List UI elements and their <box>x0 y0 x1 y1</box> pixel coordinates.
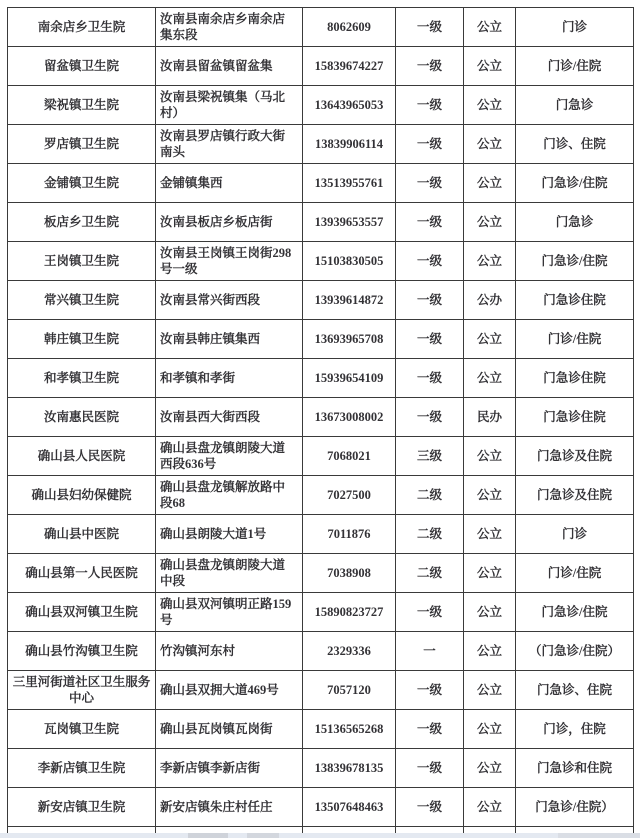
table-row <box>8 164 634 203</box>
services-cell: 门诊/住院 <box>516 554 634 593</box>
table-row <box>8 320 634 359</box>
services-cell: 门急诊/住院） <box>516 788 634 827</box>
address-cell: 汝南县梁祝镇集（马北村） <box>156 86 303 125</box>
phone-cell: 15890823727 <box>303 593 396 632</box>
name-cell: 罗店镇卫生院 <box>8 125 156 164</box>
table-row <box>8 86 634 125</box>
facility-table <box>7 7 634 834</box>
table-row <box>8 671 634 710</box>
level-cell: 一级 <box>396 671 464 710</box>
name-cell: 确山县妇幼保健院 <box>8 476 156 515</box>
services-cell: 门急诊及住院 <box>516 476 634 515</box>
level-cell: 一级 <box>396 320 464 359</box>
services-cell: 门急诊及住院 <box>516 437 634 476</box>
address-cell: 确山县双拥大道469号 <box>156 671 303 710</box>
ownership-cell: 公立 <box>464 554 516 593</box>
phone-cell: 13673008002 <box>303 398 396 437</box>
ownership-cell: 公立 <box>464 437 516 476</box>
phone-cell: 2329336 <box>303 632 396 671</box>
name-cell: 留盆镇卫生院 <box>8 47 156 86</box>
table-row <box>8 281 634 320</box>
level-cell: 二级 <box>396 515 464 554</box>
name-cell: 汝南惠民医院 <box>8 398 156 437</box>
phone-cell: 15103830505 <box>303 242 396 281</box>
table-row <box>8 8 634 47</box>
level-cell: 一级 <box>396 125 464 164</box>
ownership-cell: 公立 <box>464 359 516 398</box>
name-cell: 确山县竹沟镇卫生院 <box>8 632 156 671</box>
phone-cell: 15136565268 <box>303 710 396 749</box>
name-cell: 确山县人民医院 <box>8 437 156 476</box>
ownership-cell: 公立 <box>464 86 516 125</box>
address-cell: 和孝镇和孝街 <box>156 359 303 398</box>
phone-cell: 7038908 <box>303 554 396 593</box>
table-row <box>8 632 634 671</box>
address-cell: 新安店镇朱庄村任庄 <box>156 788 303 827</box>
level-cell: 一级 <box>396 281 464 320</box>
table-body <box>8 8 634 835</box>
name-cell: 梁祝镇卫生院 <box>8 86 156 125</box>
phone-cell: 7068021 <box>303 437 396 476</box>
address-cell: 汝南县西大街西段 <box>156 398 303 437</box>
ownership-cell: 公立 <box>464 476 516 515</box>
services-cell: 门急诊和住院 <box>516 749 634 788</box>
services-cell: 门急诊/住院 <box>516 593 634 632</box>
bottom-strip-segment <box>247 833 279 838</box>
name-cell: 韩庄镇卫生院 <box>8 320 156 359</box>
ownership-cell: 公立 <box>464 788 516 827</box>
name-cell: 新安店镇卫生院 <box>8 788 156 827</box>
bottom-strip-segment <box>558 833 640 838</box>
bottom-strip-segment <box>188 833 228 838</box>
phone-cell: 13513955761 <box>303 164 396 203</box>
level-cell: 一级 <box>396 749 464 788</box>
page-bottom-strip <box>0 833 640 838</box>
services-cell: 门急诊/住院 <box>516 164 634 203</box>
phone-cell: 15939654109 <box>303 359 396 398</box>
address-cell: 确山县盘龙镇朗陵大道中段 <box>156 554 303 593</box>
services-cell: 门急诊住院 <box>516 359 634 398</box>
level-cell: 一级 <box>396 164 464 203</box>
level-cell: 二级 <box>396 476 464 515</box>
name-cell: 三里河街道社区卫生服务中心 <box>8 671 156 710</box>
level-cell: 二级 <box>396 554 464 593</box>
table-row <box>8 125 634 164</box>
name-cell: 和孝镇卫生院 <box>8 359 156 398</box>
address-cell: 李新店镇李新店街 <box>156 749 303 788</box>
ownership-cell: 公立 <box>464 203 516 242</box>
table-row <box>8 515 634 554</box>
address-cell: 汝南县王岗镇王岗街298号一级 <box>156 242 303 281</box>
services-cell: 门急诊 <box>516 86 634 125</box>
services-cell: 门诊/住院 <box>516 47 634 86</box>
name-cell: 南余店乡卫生院 <box>8 8 156 47</box>
level-cell: 一级 <box>396 86 464 125</box>
phone-cell: 13839678135 <box>303 749 396 788</box>
services-cell: （门急诊/住院） <box>516 632 634 671</box>
ownership-cell: 公立 <box>464 125 516 164</box>
phone-cell: 13693965708 <box>303 320 396 359</box>
address-cell: 确山县盘龙镇朗陵大道西段636号 <box>156 437 303 476</box>
services-cell: 门诊 <box>516 515 634 554</box>
phone-cell: 13939614872 <box>303 281 396 320</box>
phone-cell: 8062609 <box>303 8 396 47</box>
table-row <box>8 593 634 632</box>
table-row <box>8 749 634 788</box>
table-row <box>8 710 634 749</box>
phone-cell: 13507648463 <box>303 788 396 827</box>
level-cell: 一级 <box>396 359 464 398</box>
address-cell: 汝南县韩庄镇集西 <box>156 320 303 359</box>
phone-cell: 15839674227 <box>303 47 396 86</box>
services-cell: 门诊 <box>516 8 634 47</box>
table-row <box>8 359 634 398</box>
table-row <box>8 242 634 281</box>
address-cell: 确山县瓦岗镇瓦岗街 <box>156 710 303 749</box>
name-cell: 常兴镇卫生院 <box>8 281 156 320</box>
ownership-cell: 公办 <box>464 281 516 320</box>
table-row <box>8 47 634 86</box>
services-cell: 门急诊住院 <box>516 398 634 437</box>
phone-cell: 13839906114 <box>303 125 396 164</box>
ownership-cell: 公立 <box>464 320 516 359</box>
ownership-cell: 公立 <box>464 515 516 554</box>
address-cell: 确山县朗陵大道1号 <box>156 515 303 554</box>
address-cell: 汝南县常兴街西段 <box>156 281 303 320</box>
services-cell: 门急诊/住院 <box>516 242 634 281</box>
ownership-cell: 公立 <box>464 671 516 710</box>
table-row <box>8 788 634 827</box>
level-cell: 三级 <box>396 437 464 476</box>
level-cell: 一级 <box>396 203 464 242</box>
address-cell: 汝南县罗店镇行政大街南头 <box>156 125 303 164</box>
services-cell: 门诊/住院 <box>516 320 634 359</box>
address-cell: 确山县盘龙镇解放路中段68 <box>156 476 303 515</box>
ownership-cell: 公立 <box>464 47 516 86</box>
table-row <box>8 554 634 593</box>
ownership-cell: 公立 <box>464 632 516 671</box>
address-cell: 汝南县南余店乡南余店集东段 <box>156 8 303 47</box>
name-cell: 确山县第一人民医院 <box>8 554 156 593</box>
name-cell: 确山县中医院 <box>8 515 156 554</box>
services-cell: 门诊、住院 <box>516 125 634 164</box>
table-row <box>8 203 634 242</box>
phone-cell: 7057120 <box>303 671 396 710</box>
address-cell: 汝南县留盆镇留盆集 <box>156 47 303 86</box>
facility-table-container <box>7 7 635 834</box>
ownership-cell: 民办 <box>464 398 516 437</box>
level-cell: 一级 <box>396 242 464 281</box>
address-cell: 汝南县板店乡板店街 <box>156 203 303 242</box>
level-cell: 一级 <box>396 47 464 86</box>
table-row <box>8 398 634 437</box>
services-cell: 门诊，住院 <box>516 710 634 749</box>
phone-cell: 13939653557 <box>303 203 396 242</box>
ownership-cell: 公立 <box>464 164 516 203</box>
level-cell: 一级 <box>396 593 464 632</box>
phone-cell: 7011876 <box>303 515 396 554</box>
services-cell: 门急诊住院 <box>516 281 634 320</box>
ownership-cell: 公立 <box>464 710 516 749</box>
services-cell: 门急诊、住院 <box>516 671 634 710</box>
level-cell: 一级 <box>396 398 464 437</box>
level-cell: 一级 <box>396 710 464 749</box>
services-cell: 门急诊 <box>516 203 634 242</box>
name-cell: 金铺镇卫生院 <box>8 164 156 203</box>
name-cell: 确山县双河镇卫生院 <box>8 593 156 632</box>
name-cell: 瓦岗镇卫生院 <box>8 710 156 749</box>
table-row <box>8 476 634 515</box>
phone-cell: 7027500 <box>303 476 396 515</box>
name-cell: 李新店镇卫生院 <box>8 749 156 788</box>
address-cell: 金铺镇集西 <box>156 164 303 203</box>
phone-cell: 13643965053 <box>303 86 396 125</box>
ownership-cell: 公立 <box>464 593 516 632</box>
address-cell: 竹沟镇河东村 <box>156 632 303 671</box>
level-cell: 一级 <box>396 788 464 827</box>
name-cell: 板店乡卫生院 <box>8 203 156 242</box>
ownership-cell: 公立 <box>464 8 516 47</box>
name-cell: 王岗镇卫生院 <box>8 242 156 281</box>
level-cell: 一 <box>396 632 464 671</box>
level-cell: 一级 <box>396 8 464 47</box>
address-cell: 确山县双河镇明正路159号 <box>156 593 303 632</box>
table-row <box>8 437 634 476</box>
ownership-cell: 公立 <box>464 242 516 281</box>
ownership-cell: 公立 <box>464 749 516 788</box>
